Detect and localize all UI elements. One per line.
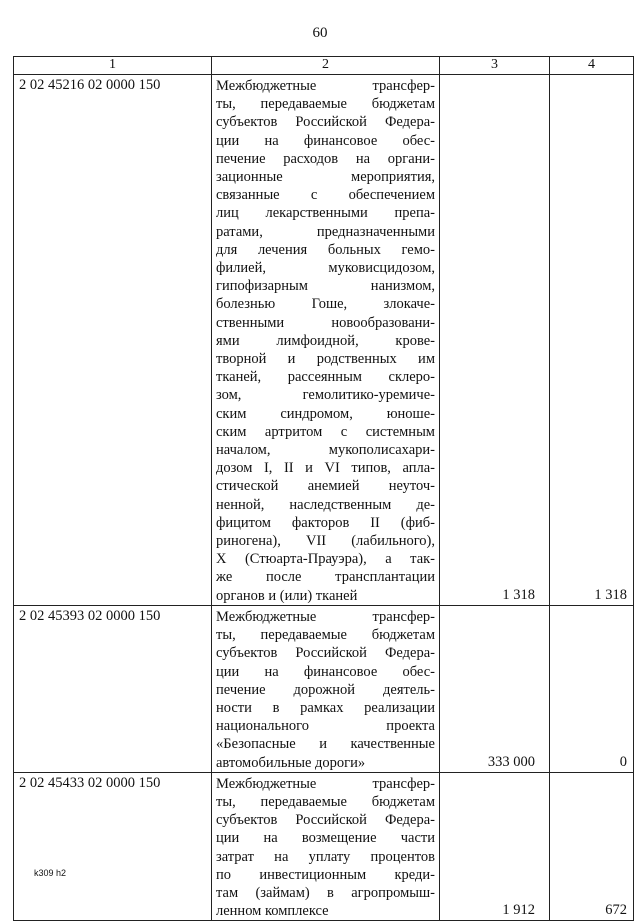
description-line: национального проекта <box>216 718 435 735</box>
description <box>212 772 440 921</box>
description-line: началом, мукополисахари- <box>216 442 435 459</box>
amount-col-4: 0 <box>550 605 634 772</box>
amount-col-4: 672 <box>550 772 634 921</box>
description-line: ственными новообразовани- <box>216 314 435 331</box>
description-line: болезнью Гоше, злокаче- <box>216 296 435 313</box>
description-line: зационные мероприятия, <box>216 169 435 186</box>
table-body <box>14 75 634 921</box>
description-line: ты, передаваемые бюджетам <box>216 96 435 113</box>
description <box>212 75 440 606</box>
description-line: ции на финансовое обес- <box>216 663 435 680</box>
description-line: ратами, предназначенными <box>216 223 435 240</box>
description-line: тканей, рассеянным склеро- <box>216 369 435 386</box>
description-line: ями лимфоидной, крове- <box>216 332 435 349</box>
description-line: по инвестиционным креди- <box>216 866 435 883</box>
table-row <box>14 75 634 606</box>
description-line: печение дорожной деятель- <box>216 681 435 698</box>
description <box>212 605 440 772</box>
description-line: ским синдромом, юноше- <box>216 405 435 422</box>
description-line: фицитом факторов II (фиб- <box>216 514 435 531</box>
description-line: Межбюджетные трансфер- <box>216 608 435 625</box>
classification-code: 2 02 45393 02 0000 150 <box>14 605 212 772</box>
description-line: печение расходов на органи- <box>216 150 435 167</box>
footer-document-id: k309 h2 <box>34 868 67 878</box>
budget-table <box>13 56 634 921</box>
description-line: гипофизарным нанизмом, <box>216 278 435 295</box>
description-line: лиц лекарственными препа- <box>216 205 435 222</box>
description-line: творной и родственных им <box>216 351 435 368</box>
description-line: затрат на уплату процентов <box>216 848 435 865</box>
header-row <box>14 57 634 75</box>
description-line: риногена), VII (лабильного), <box>216 533 435 550</box>
description-line: субъектов Российской Федера- <box>216 645 435 662</box>
description-line: ским артритом с системным <box>216 423 435 440</box>
amount-col-4: 1 318 <box>550 75 634 606</box>
amount-col-3: 333 000 <box>440 605 550 772</box>
description-line: X (Стюарта-Прауэра), а так- <box>216 551 435 568</box>
description-line: для лечения больных гемо- <box>216 241 435 258</box>
header-col-1: 1 <box>14 57 212 75</box>
description-line: Межбюджетные трансфер- <box>216 775 435 792</box>
description-line: ленном комплексе <box>216 903 329 920</box>
description-line: «Безопасные и качественные <box>216 736 435 753</box>
description-line: дозом I, II и VI типов, апла- <box>216 460 435 477</box>
description-line: ты, передаваемые бюджетам <box>216 627 435 644</box>
table-row <box>14 772 634 921</box>
table-header <box>14 57 634 75</box>
description-line: ты, передаваемые бюджетам <box>216 793 435 810</box>
description-line: автомобильные дороги» <box>216 754 366 771</box>
classification-code: 2 02 45216 02 0000 150 <box>14 75 212 606</box>
description-line: стической анемией неуточ- <box>216 478 435 495</box>
description-line: субъектов Российской Федера- <box>216 812 435 829</box>
header-col-4: 4 <box>550 57 634 75</box>
description-line: зом, гемолитико-уремиче- <box>216 387 435 404</box>
table-row <box>14 605 634 772</box>
classification-code: 2 02 45433 02 0000 150 <box>14 772 212 921</box>
description-line: Межбюджетные трансфер- <box>216 78 435 94</box>
amount-col-3: 1 912 <box>440 772 550 921</box>
header-col-3: 3 <box>440 57 550 75</box>
header-col-2: 2 <box>212 57 440 75</box>
description-line: ции на возмещение части <box>216 830 435 847</box>
description-line: субъектов Российской Федера- <box>216 114 435 131</box>
description-line: ции на финансовое обес- <box>216 132 435 149</box>
description-line: же после трансплантации <box>216 569 435 586</box>
description-line: ности в рамках реализации <box>216 699 435 716</box>
description-line: там (займам) в агропромыш- <box>216 884 435 901</box>
amount-col-3: 1 318 <box>440 75 550 606</box>
description-line: ненной, наследственным де- <box>216 496 435 513</box>
page-number: 60 <box>312 25 328 41</box>
description-line: органов и (или) тканей <box>216 587 358 604</box>
description-line: филией, муковисцидозом, <box>216 260 435 277</box>
description-line: связанные с обеспечением <box>216 187 435 204</box>
